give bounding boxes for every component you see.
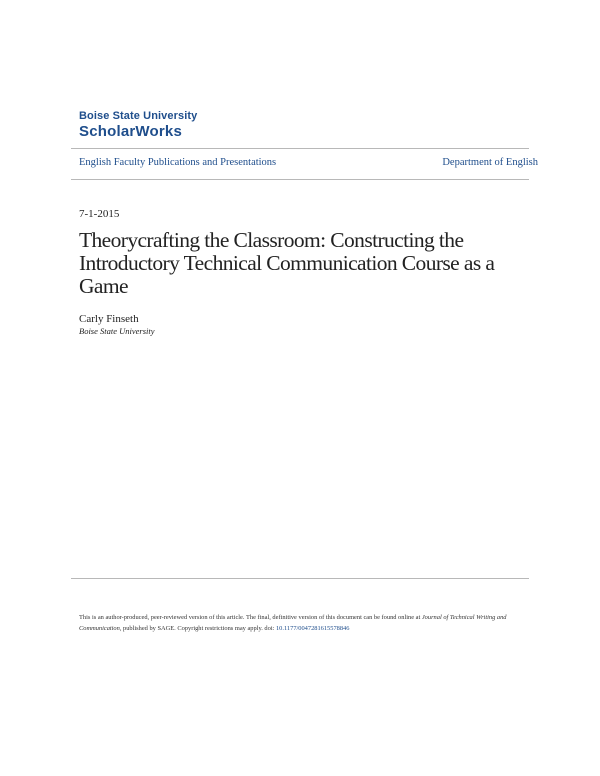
university-name[interactable]: Boise State University [79, 110, 198, 122]
publication-date: 7-1-2015 [79, 208, 120, 220]
department-link[interactable]: Department of English [442, 157, 538, 168]
divider-top [71, 148, 529, 149]
note-text-before: This is an author-produced, peer-reviewed version of this article. The final, definitive version of this document can be found online at [79, 614, 422, 621]
breadcrumb-nav [79, 156, 538, 172]
repository-name[interactable]: ScholarWorks [79, 123, 182, 140]
version-note [79, 612, 529, 634]
doi-link[interactable]: 10.1177/0047281615578846 [275, 625, 350, 632]
author-name: Carly Finseth [79, 313, 139, 325]
journal-name: Journal of Technical Writing and Communication [79, 614, 507, 632]
divider-bottom [71, 578, 529, 579]
repository-brand[interactable] [79, 110, 197, 141]
author-affiliation: Boise State University [79, 326, 155, 336]
divider-middle [71, 179, 529, 180]
collection-link[interactable]: English Faculty Publications and Presentations [79, 157, 277, 168]
note-text-after: , published by SAGE. Copyright restrictions may apply. doi: [119, 625, 276, 632]
article-title: Theorycrafting the Classroom: Constructing the Introductory Technical Communication Course as a Game [79, 228, 495, 298]
